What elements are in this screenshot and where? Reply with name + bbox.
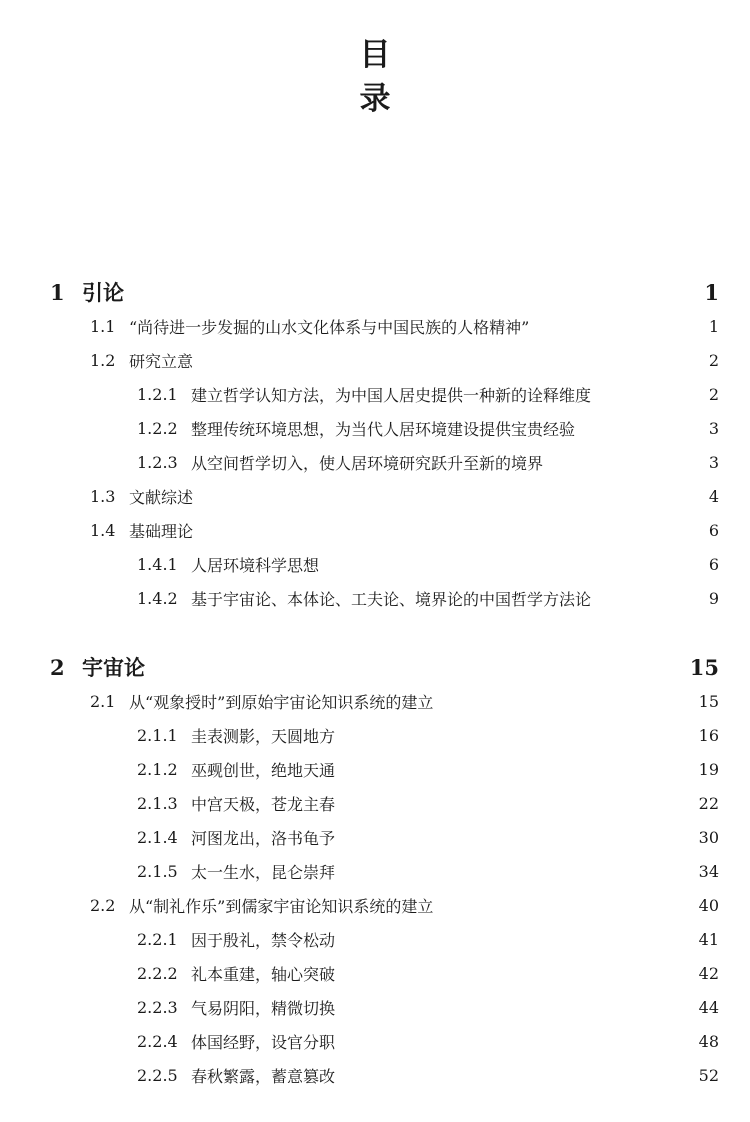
toc-entry-number: 2.1 [90,691,116,711]
toc-entry-page: 2 [708,384,719,404]
toc-entry-chapter [0,652,750,682]
toc-entry-title: 引论 [82,280,124,305]
toc-entry-title: 气易阴阳，精微切换 [191,998,336,1018]
toc-entry-title: 从空间哲学切入，使人居环境研究跃升至新的境界 [191,453,544,473]
toc-entry-number: 1 [50,279,65,305]
toc-entry-number: 1.2.3 [137,452,178,472]
toc-entry-chapter [0,277,750,307]
toc-entry-title: 宇宙论 [82,655,145,680]
toc-entry-number: 2.2.2 [137,963,178,983]
toc-entry-title: 礼本重建，轴心突破 [191,964,336,984]
toc-entry-number: 1.2.1 [137,384,178,404]
toc-entry-section [0,481,750,511]
toc-entry-subsection [0,549,750,579]
toc-entry-number: 2 [50,654,65,680]
toc-entry-title: 因于殷礼，禁令松动 [191,930,336,950]
toc-entry-number: 2.1.3 [137,793,178,813]
toc-entry-title: 整理传统环境思想，为当代人居环境建设提供宝贵经验 [191,419,576,439]
toc-entry-page: 15 [689,654,719,680]
toc-entry-page: 19 [698,759,719,779]
toc-entry-page: 52 [698,1065,719,1085]
toc-entry-page: 3 [708,418,719,438]
toc-entry-page: 6 [708,554,719,574]
toc-entry-number: 2.2.4 [137,1031,178,1051]
toc-entry-page: 42 [698,963,719,983]
toc-entry-title: 基础理论 [129,521,194,541]
toc-entry-subsection [0,822,750,852]
toc-entry-number: 2.1.1 [137,725,178,745]
toc-entry-number: 1.1 [90,316,116,336]
toc-entry-page: 40 [698,895,719,915]
toc-entry-page: 34 [698,861,719,881]
toc-entry-page: 4 [708,486,719,506]
toc-entry-number: 2.1.4 [137,827,178,847]
toc-entry-subsection [0,754,750,784]
toc-entry-subsection [0,447,750,477]
toc-entry-subsection [0,379,750,409]
toc-entry-subsection [0,788,750,818]
toc-entry-page: 6 [708,520,719,540]
toc-entry-section [0,890,750,920]
toc-entry-number: 1.2 [90,350,116,370]
toc-entry-number: 2.2 [90,895,116,915]
toc-entry-number: 1.4 [90,520,116,540]
toc-entry-number: 2.1.5 [137,861,178,881]
toc-entry-page: 2 [708,350,719,370]
toc-entry-title: 太一生水，昆仑崇拜 [191,862,336,882]
toc-entry-section [0,345,750,375]
toc-entry-subsection [0,958,750,988]
toc-entry-section [0,311,750,341]
toc-entry-title: 中宫天极，苍龙主春 [191,794,336,814]
toc-entry-title: 研究立意 [129,351,194,371]
toc-heading-line2: 录 [359,81,391,117]
toc-entry-title: 从“制礼作乐”到儒家宇宙论知识系统的建立 [129,896,434,916]
toc-entry-title: 巫觋创世，绝地天通 [191,760,336,780]
toc-entry-page: 15 [698,691,719,711]
toc-entry-subsection [0,583,750,613]
toc-entry-page: 44 [698,997,719,1017]
toc-entry-page: 22 [698,793,719,813]
toc-heading-line1: 目 [359,37,391,73]
toc-entry-section [0,515,750,545]
toc-entry-title: 基于宇宙论、本体论、工夫论、境界论的中国哲学方法论 [191,589,592,609]
toc-entry-page: 9 [708,588,719,608]
toc-entry-title: 建立哲学认知方法，为中国人居史提供一种新的诠释维度 [191,385,592,405]
toc-entry-subsection [0,924,750,954]
toc-entry-number: 1.4.1 [137,554,178,574]
toc-entry-page: 3 [708,452,719,472]
toc-entry-number: 1.3 [90,486,116,506]
toc-entry-section [0,686,750,716]
toc-entry-page: 1 [704,279,719,305]
toc-entry-page: 16 [698,725,719,745]
toc-entry-page: 1 [708,316,719,336]
toc-entry-number: 1.2.2 [137,418,178,438]
toc-entry-number: 2.2.5 [137,1065,178,1085]
toc-entry-title: 人居环境科学思想 [191,555,320,575]
toc-entry-number: 2.2.1 [137,929,178,949]
toc-entry-subsection [0,413,750,443]
toc-entry-number: 2.2.3 [137,997,178,1017]
toc-entry-title: “尚待进一步发掘的山水文化体系与中国民族的人格精神” [129,317,530,337]
toc-entry-title: 文献综述 [129,487,194,507]
toc-entry-subsection [0,1060,750,1090]
toc-entry-title: 圭表测影，天圆地方 [191,726,336,746]
toc-entry-subsection [0,1026,750,1056]
toc-entry-title: 体国经野，设官分职 [191,1032,336,1052]
toc-entry-title: 从“观象授时”到原始宇宙论知识系统的建立 [129,692,434,712]
toc-entry-number: 2.1.2 [137,759,178,779]
toc-entry-page: 48 [698,1031,719,1051]
toc-entry-page: 30 [698,827,719,847]
toc-entry-title: 春秋繁露，蓄意篡改 [191,1066,336,1086]
toc-entry-subsection [0,992,750,1022]
toc-entry-title: 河图龙出，洛书龟予 [191,828,336,848]
toc-entry-number: 1.4.2 [137,588,178,608]
toc-entry-subsection [0,856,750,886]
toc-entry-page: 41 [698,929,719,949]
toc-entry-subsection [0,720,750,750]
